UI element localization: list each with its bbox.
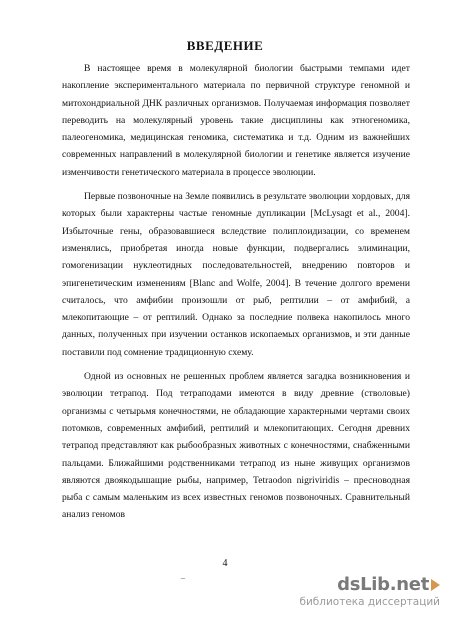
page-title: ВВЕДЕНИЕ: [186, 38, 264, 53]
watermark-subtitle: библиотека диссертаций: [299, 596, 440, 608]
arrow-icon: [431, 579, 440, 591]
watermark-logo[interactable]: dsLib.net: [337, 574, 429, 595]
scan-artifact: ~: [180, 575, 186, 583]
paragraph-2: Первые позвоночные на Земле появились в результате эволюции хордовых, для которых были характерны частые геномные дупликации [McLysagt et al., 2004]. Избыточные гены, образовавшиеся вследствие полиплоидизации, со временем изменялись, приобретая иногда новые функции, подвергались элиминации, гомогенизации нуклеотидных последовательностей, внедрению повторов и эпигенетическим изменениям [Blanc and Wolfe, 2004]. В течение долгого времени считалось, что амфибии произошли от рыб, рептилии – от амфибий, а млекопитающие – от рептилий. Однако за последние полвека накопилось много данных, полученных при изучении останков ископаемых организмов, и эти данные поставили под сомнение традиционную схему.: [62, 191, 410, 358]
page-number: 4: [222, 558, 228, 569]
watermark[interactable]: [299, 574, 440, 608]
paragraph-1: В настоящее время в молекулярной биологии быстрыми темпами идет накопление экспериментального материала по первичной структуре геномной и митохондриальной ДНК различных организмов. Получаемая информация позволяет переводить на молекулярный уровень такие дисциплины как этногеномика, палеогеномика, медицинская геномика, систематика и т.д. Одним из важнейших современных направлений в молекулярной биологии и генетике является изучение изменчивости генетического материала в процессе эволюции.: [62, 63, 410, 178]
body-text: [62, 60, 410, 528]
paragraph-3: Одной из основных не решенных проблем является загадка возникновения и эволюции тетрапод. Под тетраподами имеются в виду древние (стволовые) организмы с четырьмя конечностями, не обладающие характерными чертами своих потомков, современных амфибий, рептилий и млекопитающих. Сегодня древних тетрапод представляют как рыбообразных животных с конечностями, снабженными пальцами. Ближайшими родственниками тетрапод из ныне живущих организмов являются двоякодышащие рыбы, например, Tetraodon nigriviridis – пресноводная рыба с самым маленьким из всех известных геномов позвоночных. Сравнительный анализ геномов: [62, 371, 410, 521]
